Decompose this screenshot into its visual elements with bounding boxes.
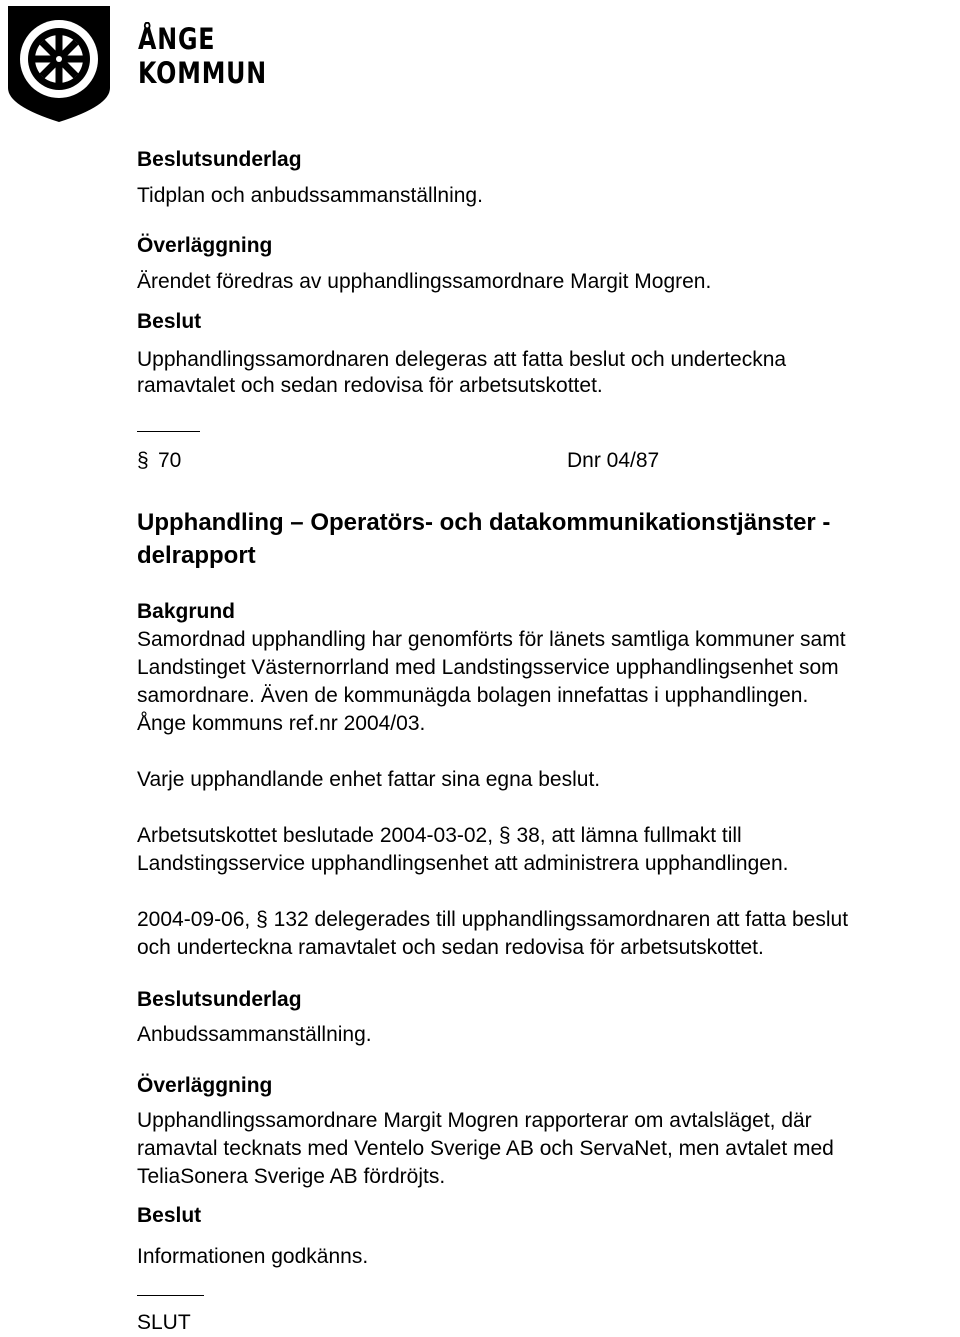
overlaggning-text: Ärendet föredras av upphandlingssamordnare Margit Mogren. — [137, 270, 712, 293]
bakgrund-p1-line-4: Ånge kommuns ref.nr 2004/03. — [137, 712, 426, 735]
heading-beslutsunderlag: Beslutsunderlag — [137, 148, 302, 171]
bakgrund-p4-line-2: och underteckna ramavtalet och sedan redovisa för arbetsutskottet. — [137, 936, 764, 959]
end-divider — [137, 1295, 204, 1296]
bakgrund-p1-line-3: samordnare. Även de kommunägda bolagen innefattas i upphandlingen. — [137, 684, 809, 707]
bakgrund-p4-part-b: 132 delegerades till upphandlingssamordnaren att fatta beslut — [273, 908, 849, 931]
logo-wordmark — [138, 22, 267, 90]
wheel-emblem-icon — [4, 2, 114, 124]
municipality-logo — [0, 0, 268, 130]
beslut-2-text: Informationen godkänns. — [137, 1245, 369, 1268]
overlaggning-2-line-1: Upphandlingssamordnare Margit Mogren rapporterar om avtalsläget, där — [137, 1109, 812, 1132]
section-title-line-2: delrapport — [137, 542, 256, 569]
bakgrund-p4-part-a: 2004-09-06, — [137, 908, 251, 931]
heading-beslutsunderlag-2: Beslutsunderlag — [137, 988, 302, 1011]
bakgrund-p3-part-a: Arbetsutskottet beslutade 2004-03-02, — [137, 824, 494, 847]
logo-line-1: ÅNGE — [138, 22, 216, 56]
section-symbol: § — [137, 449, 149, 472]
diary-number: Dnr 04/87 — [567, 449, 660, 472]
heading-bakgrund: Bakgrund — [137, 600, 236, 623]
section-number: 70 — [158, 449, 182, 472]
section-symbol-inline: § — [256, 908, 268, 931]
heading-beslut-2: Beslut — [137, 1204, 202, 1227]
heading-overlaggning-2: Överläggning — [137, 1074, 273, 1097]
bakgrund-p3-part-b: 38, att lämna fullmakt till — [516, 824, 742, 847]
bakgrund-p1-line-2: Landstinget Västernorrland med Landstingsservice upphandlingsenhet som — [137, 656, 839, 679]
bakgrund-p4-line-1 — [137, 906, 848, 934]
heading-beslut: Beslut — [137, 310, 202, 333]
section-title-line-1: Upphandling – Operatörs- och datakommunikationstjänster - — [137, 509, 831, 536]
logo-line-2: KOMMUN — [138, 56, 268, 90]
overlaggning-2-line-2: ramavtal tecknats med Ventelo Sverige AB och ServaNet, men avtalet med — [137, 1137, 834, 1160]
bakgrund-p3-line-2: Landstingsservice upphandlingsenhet att administrera upphandlingen. — [137, 852, 789, 875]
section-symbol-inline: § — [498, 824, 511, 847]
beslut-text-line-2: ramavtalet och sedan redovisa för arbetsutskottet. — [137, 374, 603, 397]
beslutsunderlag-text: Tidplan och anbudssammanställning. — [137, 184, 483, 207]
heading-overlaggning: Överläggning — [137, 234, 273, 257]
bakgrund-p1-line-1: Samordnad upphandling har genomförts för länets samtliga kommuner samt — [137, 628, 846, 651]
beslutsunderlag-text-2: Anbudssammanställning. — [137, 1023, 372, 1046]
overlaggning-2-line-3: TeliaSonera Sverige AB fördröjts. — [137, 1165, 446, 1188]
bakgrund-p2: Varje upphandlande enhet fattar sina egna beslut. — [137, 768, 601, 791]
bakgrund-p3-line-1 — [137, 822, 742, 850]
beslut-text-line-1: Upphandlingssamordnaren delegeras att fatta beslut och underteckna — [137, 348, 787, 371]
section-divider — [137, 431, 200, 432]
end-marker: SLUT — [137, 1311, 191, 1334]
